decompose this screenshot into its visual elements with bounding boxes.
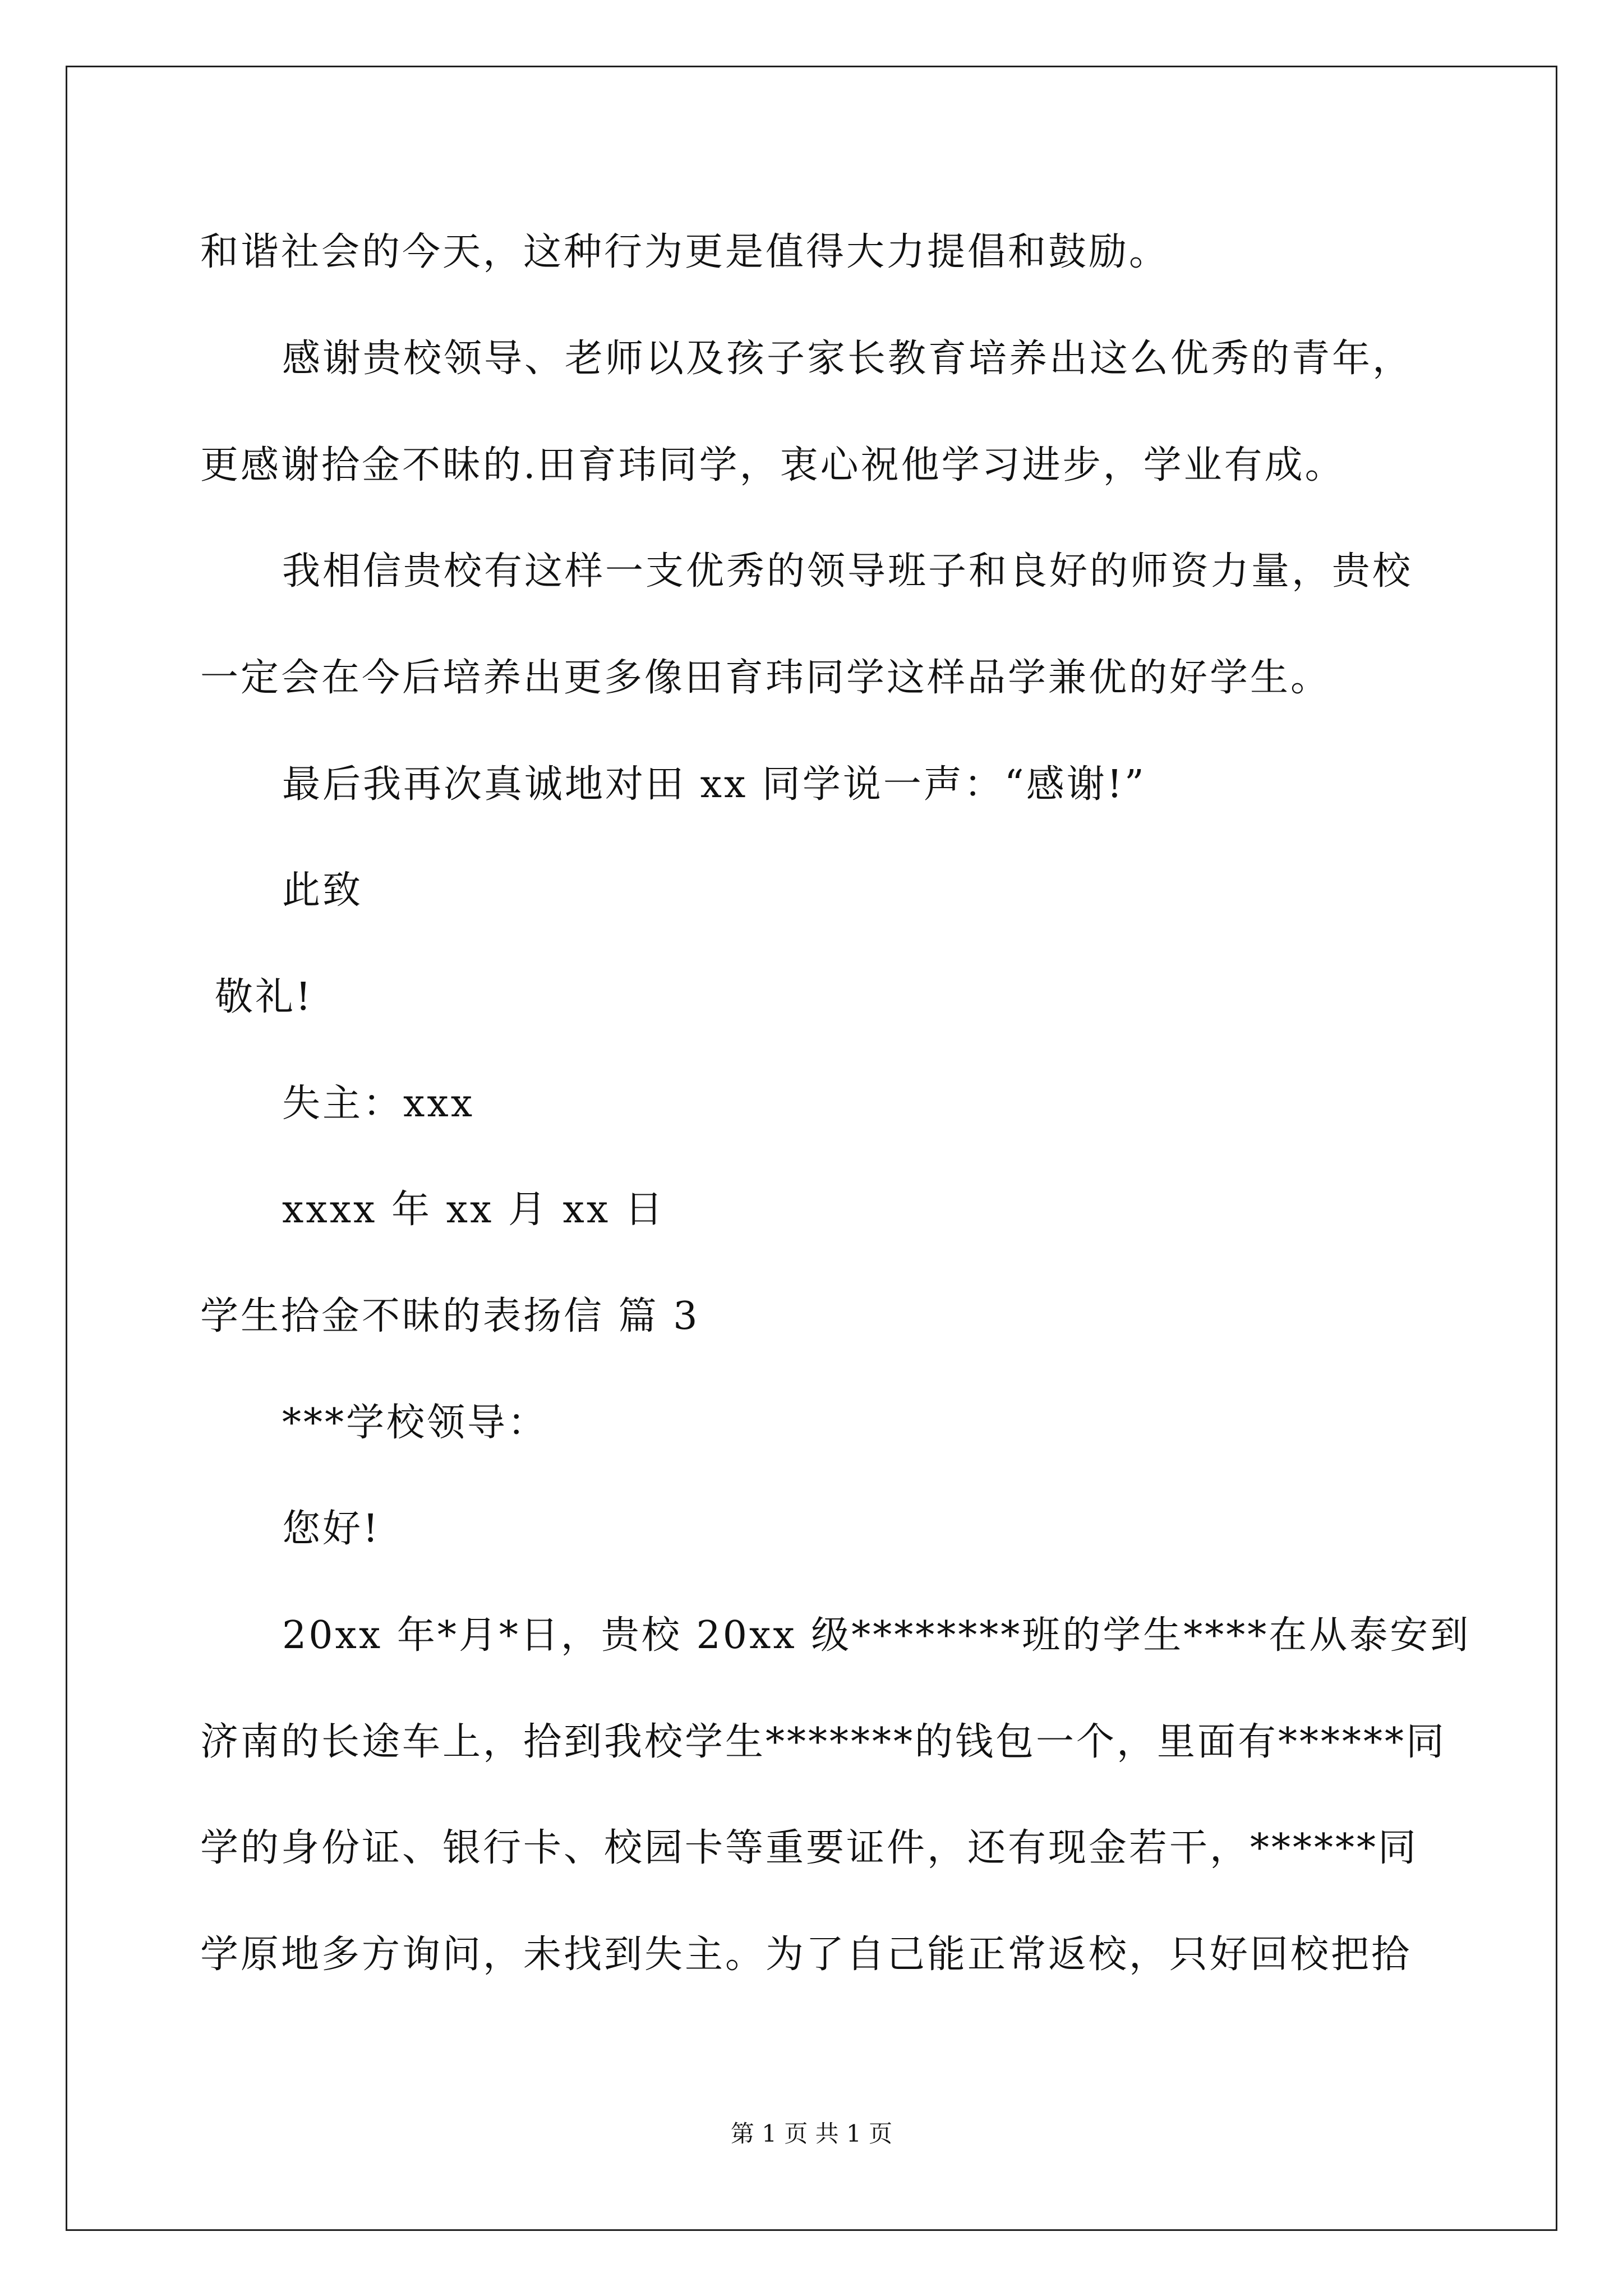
addressee: ***学校领导： (282, 1401, 548, 1445)
body-line: 20xx 年*月*日，贵校 20xx 级********班的学生****在从泰安到 (282, 1613, 1471, 1658)
body-line: 感谢贵校领导、老师以及孩子家长教育培养出这么优秀的青年， (282, 337, 1413, 381)
body-line: 和谐社会的今天，这种行为更是值得大力提倡和鼓励。 (200, 230, 1170, 274)
page-frame (66, 66, 1557, 2231)
body-line: 最后我再次真诚地对田 xx 同学说一声：“感谢!” (282, 762, 1146, 807)
body-line: 济南的长途车上，拾到我校学生*******的钱包一个，里面有******同 (200, 1720, 1447, 1764)
section-heading: 学生拾金不昧的表扬信 篇 3 (200, 1294, 700, 1338)
closing-line: 此致 (282, 868, 363, 913)
body-line: 一定会在今后培养出更多像田育玮同学这样品学兼优的好学生。 (200, 656, 1331, 700)
greeting: 您好! (282, 1507, 381, 1551)
page-footer: 第 1 页 共 1 页 (730, 2120, 893, 2147)
signature: 失主：xxx (282, 1082, 475, 1126)
body-line: 学原地多方询问，未找到失主。为了自己能正常返校，只好回校把拾 (200, 1932, 1412, 1977)
body-line: 更感谢拾金不昧的.田育玮同学，衷心祝他学习进步，学业有成。 (200, 443, 1345, 487)
body-line: 学的身份证、银行卡、校园卡等重要证件，还有现金若干，******同 (200, 1826, 1419, 1870)
salutation: 敬礼! (215, 975, 313, 1019)
date-line: xxxx 年 xx 月 xx 日 (282, 1188, 665, 1232)
body-line: 我相信贵校有这样一支优秀的领导班子和良好的师资力量，贵校 (282, 549, 1413, 593)
